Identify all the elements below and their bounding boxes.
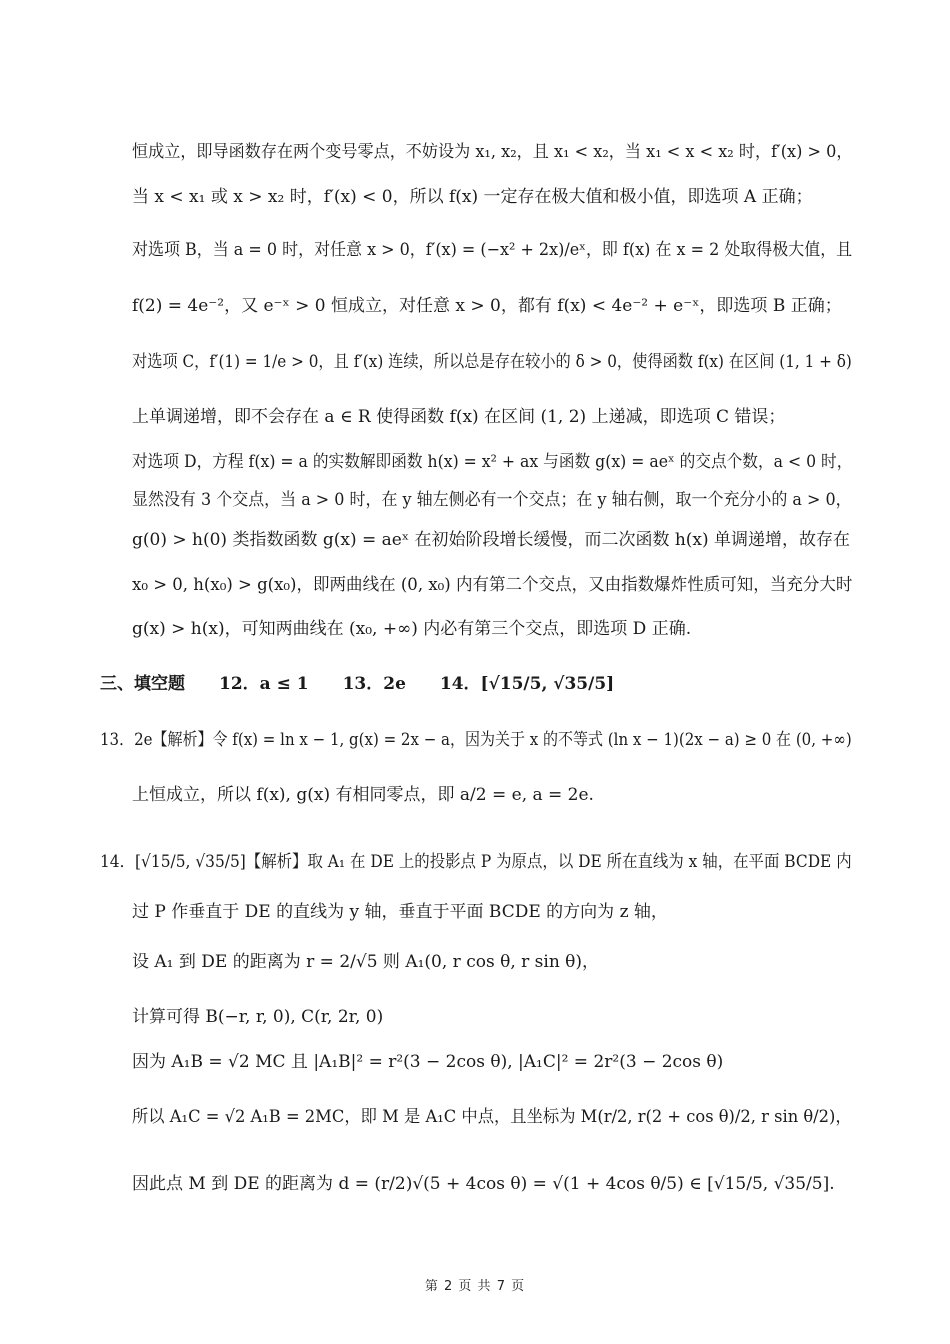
text-line: 14．[√15/5, √35/5]【解析】取 A₁ 在 DE 上的投影点 P 为原点，以 DE 所在直线为 x 轴，在平面 BCDE 内 [100,852,852,872]
text-line: 上恒成立，所以 f(x), g(x) 有相同零点，即 a/2 = e, a = 2e. [132,785,594,805]
text-line: f(2) = 4e⁻²，又 e⁻ˣ > 0 恒成立，对任意 x > 0，都有 f(x) < 4e⁻² + e⁻ˣ，即选项 B 正确； [132,296,842,316]
text-line: 显然没有 3 个交点，当 a > 0 时，在 y 轴左侧必有一个交点；在 y 轴右侧，取一个充分小的 a > 0， [132,490,852,510]
text-line: 计算可得 B(−r, r, 0), C(r, 2r, 0) [132,1007,384,1027]
text-line: 因此点 M 到 DE 的距离为 d = (r/2)√(5 + 4cos θ) = √(1 + 4cos θ/5) ∈ [√15/5, √35/5]. [132,1174,835,1194]
text-line: 当 x < x₁ 或 x > x₂ 时，f′(x) < 0，所以 f(x) 一定存在极大值和极小值，即选项 A 正确； [132,187,813,207]
text-line: 对选项 D，方程 f(x) = a 的实数解即函数 h(x) = x² + ax 与函数 g(x) = aeˣ 的交点个数，a < 0 时， [132,452,853,472]
text-line: g(0) > h(0) 类指数函数 g(x) = aeˣ 在初始阶段增长缓慢，而二次函数 h(x) 单调递增，故存在 [132,530,851,550]
text-line: 对选项 B，当 a = 0 时，对任意 x > 0，f′(x) = (−x² + 2x)/eˣ，即 f(x) 在 x = 2 处取得极大值，且 [132,240,853,260]
text-line: g(x) > h(x)，可知两曲线在 (x₀, +∞) 内必有第三个交点，即选项 D 正确. [132,619,692,639]
text-line: 所以 A₁C = √2 A₁B = 2MC，即 M 是 A₁C 中点，且坐标为 M(r/2, r(2 + cos θ)/2, r sin θ/2)， [132,1107,852,1127]
text-line: 过 P 作垂直于 DE 的直线为 y 轴，垂直于平面 BCDE 的方向为 z 轴， [132,902,668,922]
text-line: 13．2e【解析】令 f(x) = ln x − 1, g(x) = 2x − a，因为关于 x 的不等式 (ln x − 1)(2x − a) ≥ 0 在 (0, +∞) [100,730,852,750]
text-line: 对选项 C，f′(1) = 1/e > 0，且 f′(x) 连续，所以总是存在较小的 δ > 0，使得函数 f(x) 在区间 (1, 1 + δ) [132,352,852,372]
page-footer: 第 2 页 共 7 页 [424,1279,526,1294]
text-line: 恒成立，即导函数存在两个变号零点，不妨设为 x₁, x₂，且 x₁ < x₂，当 x₁ < x < x₂ 时，f′(x) > 0， [132,142,853,162]
text-line: 设 A₁ 到 DE 的距离为 r = 2/√5 则 A₁(0, r cos θ, r sin θ)， [132,952,600,972]
section-heading: 三、填空题 12．a ≤ 1 13．2e 14．[√15/5, √35/5] [100,674,615,694]
text-line: 上单调递增，即不会存在 a ∈ R 使得函数 f(x) 在区间 (1, 2) 上递减，即选项 C 错误； [132,407,786,427]
text-line: 因为 A₁B = √2 MC 且 |A₁B|² = r²(3 − 2cos θ), |A₁C|² = 2r²(3 − 2cos θ) [132,1052,724,1072]
text-line: x₀ > 0, h(x₀) > g(x₀)，即两曲线在 (0, x₀) 内有第二个交点，又由指数爆炸性质可知，当充分大时 [132,575,853,595]
